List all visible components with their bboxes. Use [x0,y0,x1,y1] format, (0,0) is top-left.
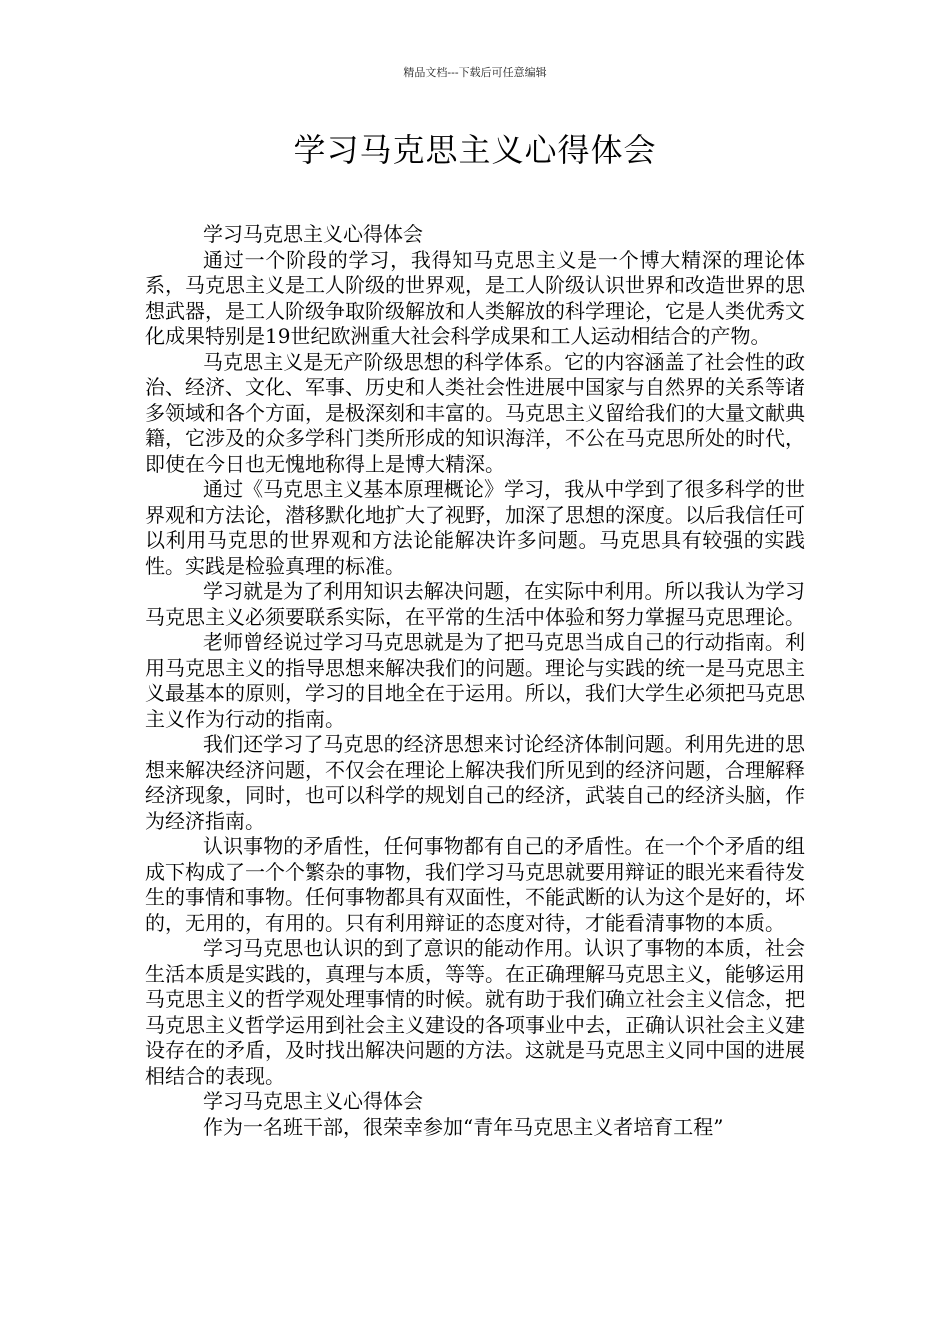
body-paragraph: 马克思主义是无产阶级思想的科学体系。它的内容涵盖了社会性的政治、经济、文化、军事、历史和人类社会性进展中国家与自然界的关系等诸多领域和各个方面，是极深刻和丰富的。马克思主义留给我们的大量文献典籍，它涉及的众多学科门类所形成的知识海洋，不公在马克思所处的时代，即使在今日也无愧地称得上是博大精深。 [145,349,805,476]
body-paragraph: 学习就是为了利用知识去解决问题，在实际中利用。所以我认为学习马克思主义必须要联系实际，在平常的生活中体验和努力掌握马克思理论。 [145,579,805,629]
document-title: 学习马克思主义心得体会 [293,131,657,169]
body-paragraph: 老师曾经说过学习马克思就是为了把马克思当成自己的行动指南。利用马克思主义的指导思想来解决我们的问题。理论与实践的统一是马克思主义最基本的原则，学习的目地全在于运用。所以，我们大学生必须把马克思主义作为行动的指南。 [145,630,805,731]
section-heading: 学习马克思主义心得体会 [203,222,423,246]
body-paragraph: 通过《马克思主义基本原理概论》学习，我从中学到了很多科学的世界观和方法论，潜移默化地扩大了视野，加深了思想的深度。以后我信任可以利用马克思的世界观和方法论能解决许多问题。马克思具有较强的实践性。实践是检验真理的标准。 [145,477,805,578]
section-heading: 学习马克思主义心得体会 [203,1089,423,1113]
body-paragraph: 通过一个阶段的学习，我得知马克思主义是一个博大精深的理论体系，马克思主义是工人阶级的世界观，是工人阶级认识世界和改造世界的思想武器，是工人阶级争取阶级解放和人类解放的科学理论，它是人类优秀文化成果特别是19世纪欧洲重大社会科学成果和工人运动相结合的产物。 [145,247,805,348]
body-paragraph: 认识事物的矛盾性，任何事物都有自己的矛盾性。在一个个矛盾的组成下构成了一个个繁杂的事物，我们学习马克思就要用辩证的眼光来看待发生的事情和事物。任何事物都具有双面性，不能武断的认为这个是好的，坏的，无用的，有用的。只有利用辩证的态度对待，才能看清事物的本质。 [145,834,805,935]
body-paragraph: 作为一名班干部，很荣幸参加“青年马克思主义者培育工程” [203,1114,724,1139]
document-body [145,222,805,1140]
page-header-note: 精品文档---下载后可任意编辑 [403,66,547,79]
body-paragraph: 学习马克思也认识的到了意识的能动作用。认识了事物的本质，社会生活本质是实践的，真理与本质，等等。在正确理解马克思主义，能够运用马克思主义的哲学观处理事情的时候。就有助于我们确立社会主义信念，把马克思主义哲学运用到社会主义建设的各项事业中去，正确认识社会主义建设存在的矛盾，及时找出解决问题的方法。这就是马克思主义同中国的进展相结合的表现。 [145,936,805,1088]
body-paragraph: 我们还学习了马克思的经济思想来讨论经济体制问题。利用先进的思想来解决经济问题，不仅会在理论上解决我们所见到的经济问题，合理解释经济现象，同时，也可以科学的规划自己的经济，武装自己的经济头脑，作为经济指南。 [145,732,805,833]
